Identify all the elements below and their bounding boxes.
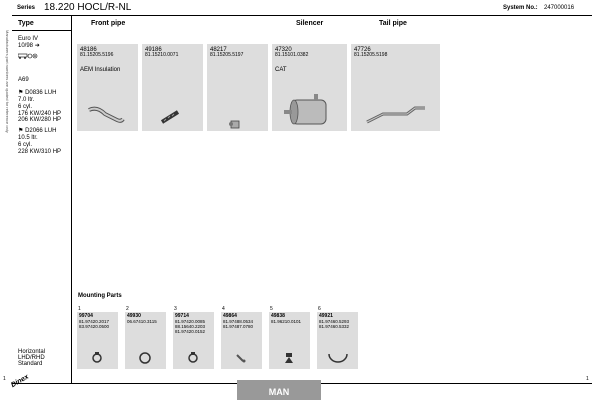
- vehicle-icons: [18, 53, 40, 62]
- part-number: 48186: [80, 47, 97, 53]
- mounting-part-ref: 06.67410.3115: [127, 319, 157, 324]
- mounting-part-card[interactable]: [77, 312, 118, 369]
- mounting-part-ref: 81.97488.0534 81.97487.0780: [223, 319, 254, 329]
- category-silencer: Silencer: [296, 20, 324, 27]
- engine2-cylinders: 6 cyl.: [18, 142, 33, 148]
- pipe-section-icon: [227, 118, 247, 132]
- mounting-index: 4: [222, 306, 225, 312]
- engine2-code-row: [18, 128, 56, 135]
- engine1-power2: 206 KW/280 HP: [18, 117, 62, 123]
- category-front-pipe: Front pipe: [91, 20, 126, 27]
- tail-pipe-icon: [363, 102, 433, 126]
- part-number: 47726: [354, 47, 371, 53]
- system-number-label: System No.:: [503, 5, 538, 11]
- mounting-index: 6: [318, 306, 321, 312]
- part-card[interactable]: [351, 44, 440, 131]
- date-row: [18, 43, 40, 50]
- engine2-code: D2066 LUH: [25, 128, 57, 134]
- side-note-text: Manufacturers part numbers are quoted for reference only: [5, 30, 10, 133]
- mounting-part-number: 99714: [175, 313, 189, 319]
- layout-variant: Standard: [18, 361, 43, 367]
- mounting-part-ref: 81.97420.0085 88.15640.2203 81.97420.0152: [175, 319, 206, 334]
- mounting-part-ref: 81.96210.0101: [271, 319, 302, 324]
- series-label: Series: [17, 5, 36, 11]
- mounting-part-number: 49921: [319, 313, 333, 319]
- hanger-icon: [281, 352, 297, 364]
- flex-pipe-icon: [158, 106, 186, 126]
- header-divider: [12, 15, 592, 16]
- mounting-index: 2: [126, 306, 129, 312]
- engine1-code: D0836 LUH: [25, 90, 57, 96]
- mounting-part-card[interactable]: [125, 312, 166, 369]
- part-number: 49186: [145, 47, 162, 53]
- engine2-power1: 228 KW/310 HP: [18, 149, 62, 155]
- mounting-part-card[interactable]: [317, 312, 358, 369]
- layout-orientation: Horizontal: [18, 349, 46, 355]
- mounting-part-card[interactable]: [221, 312, 262, 369]
- mounting-index: 3: [174, 306, 177, 312]
- mounting-part-card[interactable]: [269, 312, 310, 369]
- engine2-volume: 10.5 ltr.: [18, 135, 38, 141]
- engine1-cylinders: 6 cyl.: [18, 104, 33, 110]
- silencer-icon: [284, 94, 332, 128]
- layout-drive: LHD/RHD: [18, 355, 45, 361]
- engine1-code-row: [18, 90, 56, 97]
- front-pipe-bend-icon: [87, 102, 127, 128]
- part-card[interactable]: [272, 44, 347, 131]
- clamp-icon: [89, 352, 105, 364]
- type-column: [12, 15, 72, 383]
- mounting-part-ref: 81.97420.2017 83.97420.0500: [79, 319, 110, 329]
- engine1-volume: 7.0 ltr.: [18, 97, 35, 103]
- brand-label: MAN: [237, 380, 321, 400]
- euro-standard: Euro IV: [18, 36, 39, 42]
- part-reference: 81.15205.5197: [210, 52, 244, 58]
- bracket-icon: [233, 352, 249, 364]
- engine-icon: ⚑: [18, 128, 24, 134]
- type-label: Type: [18, 20, 34, 27]
- mounting-index: 1: [78, 306, 81, 312]
- axle-config-icon: [18, 53, 40, 59]
- mounting-part-number: 49864: [223, 313, 237, 319]
- part-description: AEM Insulation: [80, 67, 121, 73]
- type-divider: [12, 30, 72, 31]
- clamp-icon: [185, 352, 201, 364]
- arrow-right-icon: ➜: [34, 43, 40, 49]
- part-card[interactable]: [77, 44, 138, 131]
- part-card[interactable]: [207, 44, 268, 131]
- part-reference: 81.15205.5198: [354, 52, 388, 58]
- system-number-value: 247000016: [544, 5, 575, 11]
- part-card[interactable]: [142, 44, 203, 131]
- mounting-part-number: 99704: [79, 313, 93, 319]
- part-reference: 81.15205.5196: [80, 52, 114, 58]
- mounting-parts-label: Mounting Parts: [78, 293, 122, 299]
- page-number-left: 1: [3, 376, 6, 382]
- mounting-part-ref: 81.97460.5293 81.97460.5332: [319, 319, 350, 329]
- engine1-power1: 176 KW/240 HP: [18, 111, 62, 117]
- side-note: [3, 30, 11, 133]
- mounting-part-card[interactable]: [173, 312, 214, 369]
- mounting-part-number: 49930: [127, 313, 141, 319]
- part-description: CAT: [275, 67, 287, 73]
- clamp-ring-icon: [137, 352, 153, 364]
- band-clamp-icon: [325, 348, 351, 366]
- mounting-index: 5: [270, 306, 273, 312]
- mounting-part-number: 49838: [271, 313, 285, 319]
- model-code: A69: [18, 77, 29, 83]
- page-number-right: 1: [586, 376, 589, 382]
- part-reference: 81.15210.0071: [145, 52, 179, 58]
- engine-icon: ⚑: [18, 90, 24, 96]
- series-value: 18.220 HOCL/R-NL: [44, 2, 132, 13]
- dinex-logo: Dinex: [10, 373, 31, 390]
- date-value: 10/98: [18, 43, 34, 49]
- part-reference: 81.15101.0382: [275, 52, 309, 58]
- category-tail-pipe: Tail pipe: [379, 20, 407, 27]
- part-number: 47320: [275, 47, 292, 53]
- part-number: 48217: [210, 47, 227, 53]
